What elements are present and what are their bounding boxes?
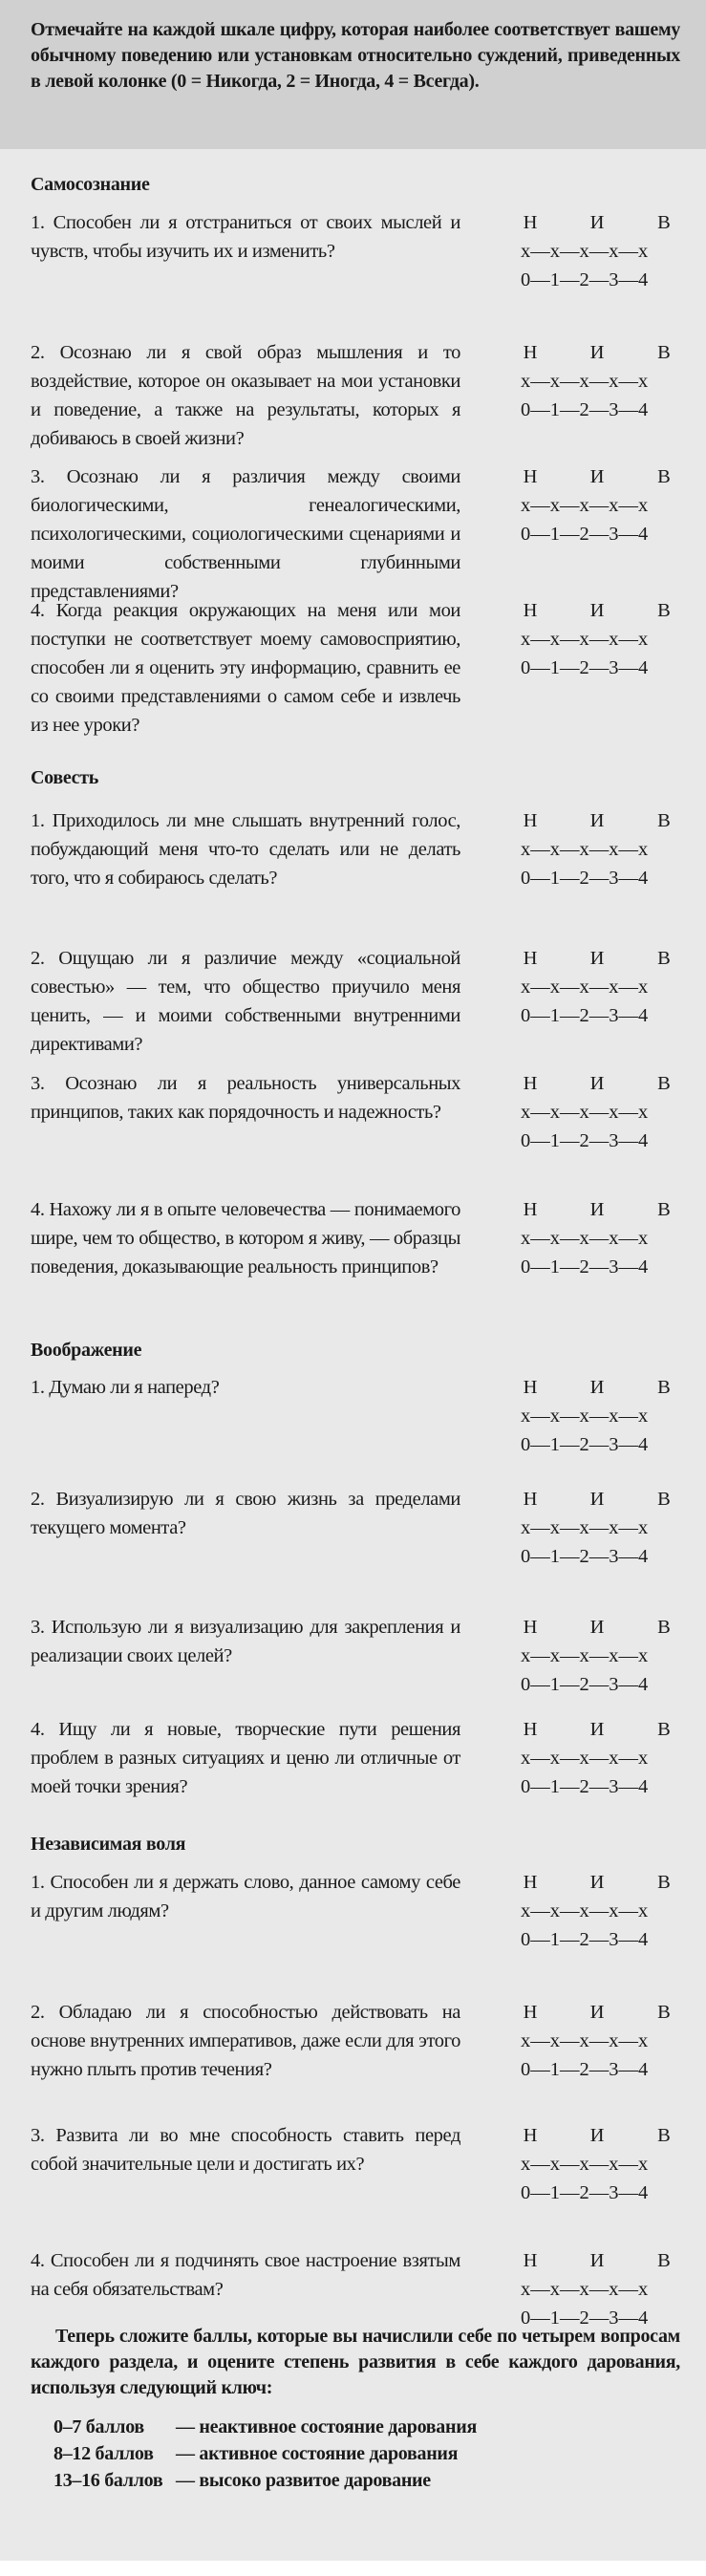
section-title: Самосознание [31,174,150,195]
scale-marks[interactable]: х—х—х—х—х [521,839,649,860]
rating-scale[interactable] [521,208,674,294]
sometimes-label: И [589,212,605,233]
rating-scale[interactable] [521,944,674,1030]
question-text: 2. Ощущаю ли я различие между «социальной совестью» — тем, что общество приучило меня ценить, — и моими собственными внутренними директивами? [31,948,460,1055]
key-meaning: — активное состояние дарования [176,2443,459,2464]
rating-scale[interactable] [521,1998,674,2084]
scale-marks[interactable]: х—х—х—х—х [521,1645,649,1666]
question-text: 2. Визуализирую ли я свою жизнь за пределами текущего момента? [31,1489,460,1538]
scale-letters [521,1613,674,1642]
instructions-text: Отмечайте на каждой шкале цифру, которая наиболее соответствует вашему обычному поведению или установкам относительно суждений, приведенных в левой колонке (0 = Никогда, 2 = Иногда, 4 = Всегда). [31,19,680,92]
never-label: Н [523,1719,538,1740]
scale-letters [521,944,674,973]
scale-marks[interactable]: х—х—х—х—х [521,2154,649,2175]
scale-letters [521,2246,674,2275]
always-label: В [657,466,671,487]
never-label: Н [523,212,538,233]
scale-marks[interactable]: х—х—х—х—х [521,1228,649,1249]
rating-scale[interactable] [521,1868,674,1954]
always-label: В [657,342,671,363]
scale-numbers[interactable]: 0—1—2—3—4 [521,1929,649,1950]
scale-numbers[interactable]: 0—1—2—3—4 [521,1674,649,1695]
scale-letters [521,1069,674,1098]
sometimes-label: И [589,466,605,487]
always-label: В [657,2250,671,2271]
rating-scale[interactable] [521,806,674,892]
question-text: 1. Способен ли я держать слово, данное самому себе и другим людям? [31,1872,460,1921]
sometimes-label: И [589,2250,605,2271]
sometimes-label: И [589,1377,605,1398]
scale-marks[interactable]: х—х—х—х—х [521,495,649,516]
never-label: Н [523,2002,538,2023]
always-label: В [657,2125,671,2146]
key-meaning: — высоко развитое дарование [176,2470,431,2491]
scale-numbers[interactable]: 0—1—2—3—4 [521,524,649,545]
question-text: 1. Приходилось ли мне слышать внутренний голос, побуждающий меня что-то сделать или не делать того, что я собираюсь сделать? [31,810,460,889]
never-label: Н [523,810,538,831]
never-label: Н [523,1073,538,1094]
sometimes-label: И [589,1719,605,1740]
never-label: Н [523,948,538,969]
scale-numbers[interactable]: 0—1—2—3—4 [521,2182,649,2203]
scale-numbers[interactable]: 0—1—2—3—4 [521,399,649,420]
scale-marks[interactable]: х—х—х—х—х [521,1900,649,1921]
question-text: 2. Обладаю ли я способностью действовать на основе внутренних императивов, даже если для этого нужно плыть против течения? [31,2002,460,2080]
question-text: 3. Использую ли я визуализацию для закрепления и реализации своих целей? [31,1617,460,1666]
always-label: В [657,1199,671,1220]
key-meaning: — неактивное состояние дарования [176,2416,477,2437]
scale-numbers[interactable]: 0—1—2—3—4 [521,2059,649,2080]
key-range: 8–12 баллов [53,2443,154,2464]
scale-marks[interactable]: х—х—х—х—х [521,1517,649,1538]
question-text: 1. Думаю ли я наперед? [31,1377,220,1398]
scale-letters [521,2121,674,2150]
never-label: Н [523,466,538,487]
scale-marks[interactable]: х—х—х—х—х [521,2279,649,2300]
scale-numbers[interactable]: 0—1—2—3—4 [521,1546,649,1567]
rating-scale[interactable] [521,1195,674,1281]
question-text: 4. Когда реакция окружающих на меня или мои поступки не соответствует моему самовосприятию, способен ли я оценить эту информацию, сравнить ее со своими представлениями о самом себе и извлечь из нее уроки? [31,600,460,736]
rating-scale[interactable] [521,338,674,424]
scale-numbers[interactable]: 0—1—2—3—4 [521,1005,649,1026]
scale-numbers[interactable]: 0—1—2—3—4 [521,1776,649,1797]
scale-marks[interactable]: х—х—х—х—х [521,2030,649,2051]
question-text: 3. Осознаю ли я реальность универсальных принципов, таких как порядочность и надежность? [31,1073,460,1123]
always-label: В [657,810,671,831]
rating-scale[interactable] [521,2121,674,2207]
section-title: Совесть [31,767,99,788]
scale-marks[interactable]: х—х—х—х—х [521,371,649,392]
key-row [53,2440,477,2467]
sometimes-label: И [589,1073,605,1094]
rating-scale[interactable] [521,1715,674,1801]
never-label: Н [523,342,538,363]
question-text: 3. Осознаю ли я различия между своими биологическими, генеалогическими, психологическими, социологическими сценариями и моими собственными глубинными представлениями? [31,466,460,602]
sometimes-label: И [589,342,605,363]
scale-numbers[interactable]: 0—1—2—3—4 [521,868,649,889]
never-label: Н [523,1199,538,1220]
key-row [53,2414,477,2440]
score-key [53,2414,477,2494]
scale-letters [521,462,674,491]
scale-letters [521,1998,674,2027]
scale-numbers[interactable]: 0—1—2—3—4 [521,1256,649,1277]
scale-numbers[interactable]: 0—1—2—3—4 [521,269,649,290]
scale-letters [521,596,674,625]
key-range: 0–7 баллов [53,2416,144,2437]
scale-marks[interactable]: х—х—х—х—х [521,1406,649,1427]
question-text: 4. Ищу ли я новые, творческие пути решения проблем в разных ситуациях и ценю ли отличные от моей точки зрения? [31,1719,460,1797]
never-label: Н [523,2125,538,2146]
sometimes-label: И [589,1199,605,1220]
always-label: В [657,2002,671,2023]
sometimes-label: И [589,948,605,969]
always-label: В [657,1719,671,1740]
section-title: Воображение [31,1340,142,1361]
sometimes-label: И [589,2125,605,2146]
question-text: 4. Нахожу ли я в опыте человечества — понимаемого шире, чем то общество, в котором я живу, — образцы поведения, доказывающие реальность принципов? [31,1199,460,1277]
always-label: В [657,1489,671,1510]
sometimes-label: И [589,1872,605,1893]
scale-numbers[interactable]: 0—1—2—3—4 [521,1434,649,1455]
section-title: Независимая воля [31,1834,186,1855]
never-label: Н [523,600,538,621]
sometimes-label: И [589,1489,605,1510]
scale-letters [521,1868,674,1897]
key-row [53,2467,477,2494]
scale-letters [521,1373,674,1402]
scale-numbers[interactable]: 0—1—2—3—4 [521,2308,649,2329]
scale-marks[interactable]: х—х—х—х—х [521,629,649,650]
sometimes-label: И [589,1617,605,1638]
sometimes-label: И [589,2002,605,2023]
always-label: В [657,212,671,233]
rating-scale[interactable] [521,1069,674,1155]
never-label: Н [523,1872,538,1893]
summary-text: Теперь сложите баллы, которые вы начислили себе по четырем вопросам каждого раздела, и оцените степень развития в себе каждого дарования, используя следующий ключ: [31,2326,680,2398]
always-label: В [657,1872,671,1893]
scale-letters [521,806,674,835]
rating-scale[interactable] [521,596,674,682]
scale-letters [521,208,674,237]
always-label: В [657,948,671,969]
never-label: Н [523,1489,538,1510]
scale-marks[interactable]: х—х—х—х—х [521,241,649,262]
never-label: Н [523,1377,538,1398]
scale-letters [521,338,674,367]
scale-marks[interactable]: х—х—х—х—х [521,977,649,998]
rating-scale[interactable] [521,462,674,548]
question-text: 3. Развита ли во мне способность ставить перед собой значительные цели и достигать их? [31,2125,460,2175]
scale-marks[interactable]: х—х—х—х—х [521,1102,649,1123]
rating-scale[interactable] [521,2246,674,2332]
scale-letters [521,1715,674,1744]
sometimes-label: И [589,810,605,831]
always-label: В [657,1617,671,1638]
always-label: В [657,600,671,621]
never-label: Н [523,1617,538,1638]
never-label: Н [523,2250,538,2271]
always-label: В [657,1377,671,1398]
scale-numbers[interactable]: 0—1—2—3—4 [521,657,649,678]
question-text: 1. Способен ли я отстраниться от своих мыслей и чувств, чтобы изучить их и изменить? [31,212,460,262]
question-text: 4. Способен ли я подчинять свое настроение взятым на себя обязательствам? [31,2250,460,2300]
rating-scale[interactable] [521,1613,674,1699]
instructions-box [0,0,706,149]
scale-numbers[interactable]: 0—1—2—3—4 [521,1130,649,1151]
rating-scale[interactable] [521,1373,674,1459]
key-range: 13–16 баллов [53,2470,163,2491]
scale-letters [521,1195,674,1224]
rating-scale[interactable] [521,1485,674,1571]
always-label: В [657,1073,671,1094]
scale-marks[interactable]: х—х—х—х—х [521,1748,649,1769]
sometimes-label: И [589,600,605,621]
question-text: 2. Осознаю ли я свой образ мышления и то воздействие, которое он оказывает на мои установки и поведение, а также на результаты, которых я добиваюсь в своей жизни? [31,342,460,449]
scale-letters [521,1485,674,1513]
